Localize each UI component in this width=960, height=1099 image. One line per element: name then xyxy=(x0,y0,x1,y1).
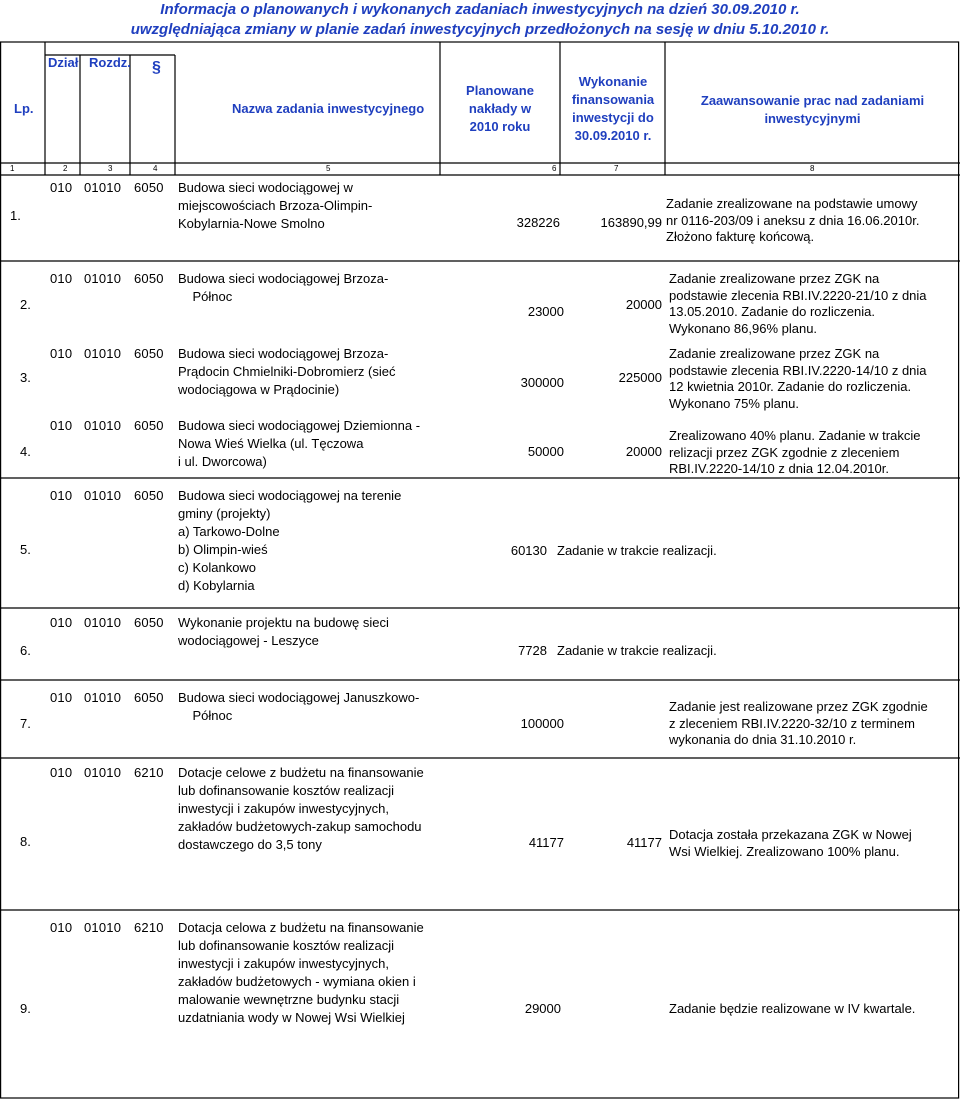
row-paragraf: 6050 xyxy=(134,690,164,705)
row-rozdz: 01010 xyxy=(84,920,122,935)
paragraph-icon xyxy=(150,56,164,78)
document-subtitle: uwzględniająca zmiany w planie zadań inwestycyjnych przedłożonych na sesję w dniu 5.10.2010 r. xyxy=(130,21,830,38)
row-lp: 1. xyxy=(10,208,21,223)
row-progress: Zadanie zrealizowane na podstawie umowy nr 0116-203/09 i aneksu z dnia 16.06.2010r. Złożono fakturę końcową. xyxy=(666,196,920,244)
colnum-8: 8 xyxy=(810,164,815,173)
row-lp: 6. xyxy=(20,643,31,658)
row-paragraf: 6050 xyxy=(134,180,164,195)
row-paragraf: 6050 xyxy=(134,488,164,503)
row-rozdz: 01010 xyxy=(84,180,122,195)
row-lp: 3. xyxy=(20,370,31,385)
row-rozdz: 01010 xyxy=(84,418,122,433)
header-lp: Lp. xyxy=(14,101,34,116)
row-task-name: Budowa sieci wodociągowej na terenie gminy (projekty) a) Tarkowo-Dolne b) Olimpin-wieś c) Kolankowo d) Kobylarnia xyxy=(178,488,402,593)
row-dzial: 010 xyxy=(50,180,73,195)
row-executed: 163890,99 xyxy=(600,215,662,230)
row-paragraf: 6050 xyxy=(134,615,164,630)
row-task-name: Wykonanie projektu na budowę sieci wodociągowej - Leszyce xyxy=(178,615,389,648)
row-rozdz: 01010 xyxy=(84,615,122,630)
row-progress: Zadanie w trakcie realizacji. xyxy=(557,643,717,658)
row-dzial: 010 xyxy=(50,690,73,705)
row-executed: 225000 xyxy=(618,370,662,385)
row-dzial: 010 xyxy=(50,346,73,361)
header-dzial: Dział xyxy=(48,55,79,70)
row-paragraf: 6050 xyxy=(134,271,164,286)
row-lp: 9. xyxy=(20,1001,31,1016)
header-task-name: Nazwa zadania inwestycyjnego xyxy=(232,101,425,116)
row-progress: Dotacja została przekazana ZGK w Nowej Wsi Wielkiej. Zrealizowano 100% planu. xyxy=(669,827,912,859)
colnum-1: 1 xyxy=(10,164,15,173)
row-lp: 5. xyxy=(20,542,31,557)
header-executed: Wykonanie finansowania inwestycji do 30.09.2010 r. xyxy=(571,74,655,143)
row-planned: 7728 xyxy=(518,643,547,658)
row-paragraf: 6210 xyxy=(134,920,164,935)
row-lp: 4. xyxy=(20,444,31,459)
row-dzial: 010 xyxy=(50,488,73,503)
row-dzial: 010 xyxy=(50,615,73,630)
document-title: Informacja o planowanych i wykonanych zadaniach inwestycyjnych na dzień 30.09.2010 r. xyxy=(160,1,800,18)
row-executed: 41177 xyxy=(626,835,662,850)
row-planned: 300000 xyxy=(520,375,564,390)
row-task-name: Budowa sieci wodociągowej w miejscowościach Brzoza-Olimpin- Kobylarnia-Nowe Smolno xyxy=(178,180,373,231)
row-executed: 20000 xyxy=(625,297,662,312)
row-rozdz: 01010 xyxy=(84,488,122,503)
row-paragraf: 6050 xyxy=(134,418,164,433)
row-task-name: Budowa sieci wodociągowej Januszkowo- Północ xyxy=(178,690,420,723)
colnum-7: 7 xyxy=(614,164,619,173)
row-progress: Zrealizowano 40% planu. Zadanie w trakcie relizacji przez ZGK zgodnie z zleceniem RBI.IV.2220-14/10 z dnia 12.04.2010r. xyxy=(669,428,921,476)
row-progress: Zadanie będzie realizowane w IV kwartale. xyxy=(669,1001,916,1016)
row-task-name: Dotacje celowe z budżetu na finansowanie lub dofinansowanie kosztów realizacji inwestycji i zakupów inwestycyjnych, zakładów budżetowych-zakup samochodu dostawczego do 3,5 tony xyxy=(178,765,424,852)
row-executed: 20000 xyxy=(625,444,662,459)
row-rozdz: 01010 xyxy=(84,690,122,705)
row-dzial: 010 xyxy=(50,418,73,433)
row-rozdz: 01010 xyxy=(84,765,122,780)
colnum-5: 5 xyxy=(326,164,331,173)
header-rozdz: Rozdz. xyxy=(89,55,131,70)
row-dzial: 010 xyxy=(50,765,73,780)
row-planned: 50000 xyxy=(527,444,564,459)
row-progress: Zadanie jest realizowane przez ZGK zgodnie z zleceniem RBI.IV.2220-32/10 z terminem wykonania do dnia 31.10.2010 r. xyxy=(669,699,928,747)
row-planned: 41177 xyxy=(528,835,564,850)
row-dzial: 010 xyxy=(50,271,73,286)
row-lp: 8. xyxy=(20,834,31,849)
row-planned: 23000 xyxy=(527,304,564,319)
header-planned: Planowane nakłady w 2010 roku xyxy=(466,83,534,134)
row-task-name: Budowa sieci wodociągowej Brzoza- Północ xyxy=(178,271,389,304)
svg-text:§: § xyxy=(152,59,161,76)
row-lp: 7. xyxy=(20,716,31,731)
row-dzial: 010 xyxy=(50,920,73,935)
colnum-3: 3 xyxy=(108,164,113,173)
row-rozdz: 01010 xyxy=(84,271,122,286)
row-paragraf: 6050 xyxy=(134,346,164,361)
colnum-2: 2 xyxy=(63,164,68,173)
row-progress: Zadanie zrealizowane przez ZGK na podstawie zlecenia RBI.IV.2220-21/10 z dnia 13.05.2010. Zadanie do rozliczenia. Wykonano 86,96% planu. xyxy=(669,271,927,336)
row-planned: 328226 xyxy=(516,215,560,230)
row-rozdz: 01010 xyxy=(84,346,122,361)
row-progress: Zadanie zrealizowane przez ZGK na podstawie zlecenia RBI.IV.2220-14/10 z dnia 12 kwietnia 2010r. Zadanie do rozliczenia. Wykonano 75% planu. xyxy=(669,346,927,411)
colnum-6: 6 xyxy=(552,164,557,173)
row-task-name: Dotacja celowa z budżetu na finansowanie lub dofinansowanie kosztów realizacji inwestycji i zakupów inwestycyjnych, zakładów budżetowych - wymiana okien i malowanie wewnętrzne budynku stacji uzdatniania wody w Nowej Wsi Wielkiej xyxy=(178,920,424,1025)
row-planned: 29000 xyxy=(524,1001,561,1016)
row-task-name: Budowa sieci wodociągowej Brzoza- Prądocin Chmielniki-Dobromierz (sieć wodociągowa w Prądocinie) xyxy=(178,346,396,397)
row-planned: 100000 xyxy=(520,716,564,731)
row-lp: 2. xyxy=(20,297,31,312)
row-planned: 60130 xyxy=(510,543,547,558)
colnum-4: 4 xyxy=(153,164,158,173)
row-paragraf: 6210 xyxy=(134,765,164,780)
header-progress: Zaawansowanie prac nad zadaniami inwestycyjnymi xyxy=(700,93,925,126)
row-progress: Zadanie w trakcie realizacji. xyxy=(557,543,717,558)
row-task-name: Budowa sieci wodociągowej Dziemionna - Nowa Wieś Wielka (ul. Tęczowa i ul. Dworcowa) xyxy=(178,418,421,469)
